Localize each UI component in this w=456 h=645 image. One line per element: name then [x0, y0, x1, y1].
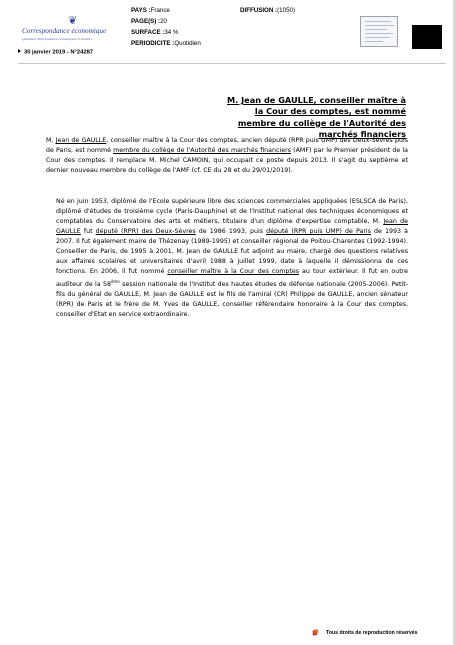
logo-ornament-icon: ❦ [68, 15, 78, 27]
header-divider [18, 63, 446, 64]
triangle-bullet-icon [18, 49, 21, 53]
issue-date: 30 janvier 2019 - N°24287 [18, 49, 93, 56]
publication-logo [22, 14, 110, 48]
article-title: M. Jean de GAULLE, conseiller maître à la Cour des comptes, est nommé membre du collège de l'Autorité des marchés financiers [227, 95, 406, 139]
link-depute-paris: député (RPR puis UMP) de Paris [266, 228, 371, 235]
article-body: Né en juin 1953, diplômé de l'Ecole supérieure libre des sciences commerciales appliquées (ESLSCA de Paris), diplômé d'études de troisième cycle (Paris-Dauphine) et de l'Institut national des techniques économiques et comptables du Conservatoire des arts et métiers, titulaire d'un diplôme d'expertise comptable, M. Jean de GAULLE fut député (RPR) des Deux-Sèvres de 1986 1993, puis député (RPR puis UMP) de Paris de 1993 à 2007. Il fut également maire de Thézenay (1989-1995) et conseiller régional de Poitou-Charentes (1992-1994). Conseiller de Paris, de 1995 à 2001, M. Jean de GAULLE fut adjoint au maire, chargé des questions relatives aux affaires scolaires et universitaires d'avril 1988 à juillet 1999, date à laquelle il démissionna de ces fonctions. En 2006, il fut nommé conseiller maître à la Cour des comptes au tour extérieur. Il fut en outre auditeur de la 58ème session nationale de l'Institut des hautes études de défense nationale (2005-2006). Petit-fils du général de GAULLE, M. Jean de GAULLE est le fils de l'amiral (CR) Philippe de GAULLE, ancien sénateur (RPR) de Paris et le frère de M. Yves de GAULLE, conseiller référendaire honoraire à la Cour des comptes, conseiller d'Etat en service extraordinaire. [56, 198, 408, 318]
link-conseiller-maitre: conseiller maître à la Cour des comptes [167, 268, 299, 275]
meta-pays: PAYS :France [131, 7, 170, 14]
link-jean-de-gaulle-2: Jean de GAULLE [56, 218, 408, 235]
logo-name: Correspondance économique [22, 27, 107, 35]
page-thumbnail [360, 16, 398, 47]
link-amf-college: membre du collège de l'Autorité des marchés financiers [113, 147, 291, 154]
link-jean-de-gaulle: Jean de GAULLE [55, 137, 107, 144]
meta-periodicite: PERIODICITE :Quotidien [131, 40, 201, 47]
meta-surface: SURFACE :34 % [131, 29, 179, 36]
footer-rights: Tous droits de reproduction réservés [326, 630, 418, 636]
logo-tagline: Quotidien d'informations économiques et sociales [22, 37, 92, 41]
link-depute-deux-sevres: député (RPR) des Deux-Sèvres [95, 228, 196, 235]
copyright-logo-icon [312, 629, 319, 636]
meta-diffusion: DIFFUSION :(1050) [240, 7, 296, 14]
meta-pages: PAGE(S) :20 [131, 18, 167, 25]
article-intro: M. Jean de GAULLE, conseiller maître à la Cour des comptes, ancien député (RPR puis UMP) des Deux-Sèvres puis de Paris, est nommé membre du collège de l'Autorité des marchés financiers (AMF) par le Premier président de la Cour des comptes. Il remplace M. Michel CAMOIN, qui occupait ce poste depuis 2013. Il s'agit du septième et dernier nouveau membre du collège de l'AMF (cf. CE du 28 et du 29/01/2019). [46, 137, 409, 174]
redaction-block [412, 25, 442, 49]
